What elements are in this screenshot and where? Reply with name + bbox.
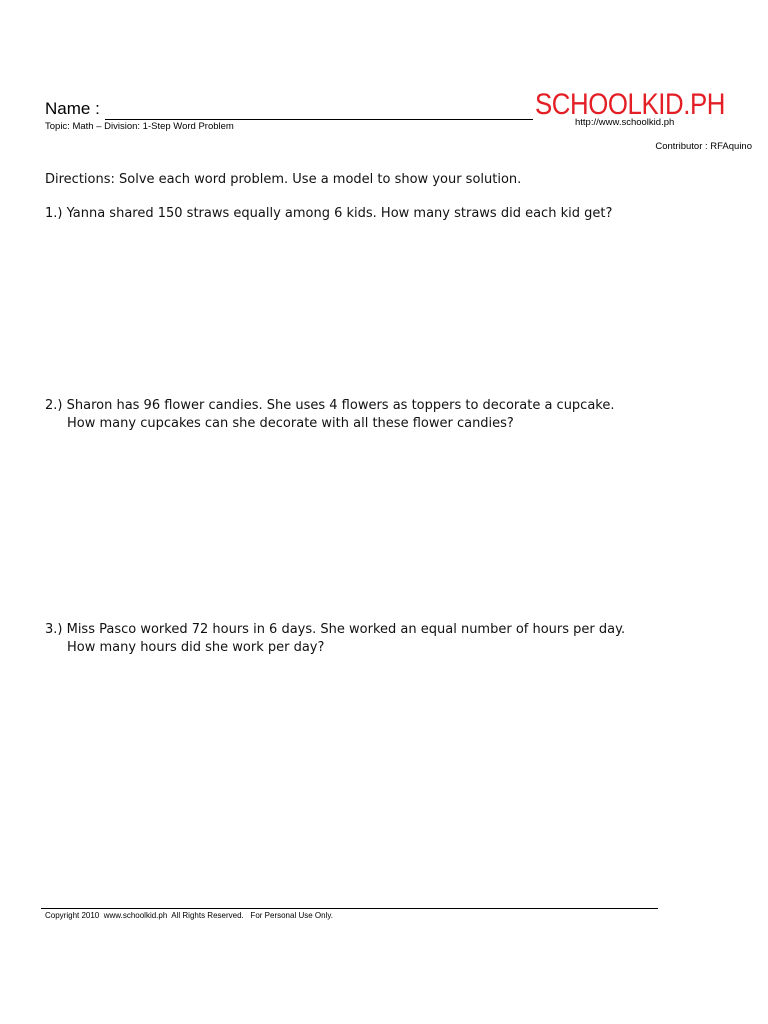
- schoolkid-logo: [535, 86, 727, 118]
- problem-2-question: How many cupcakes can she decorate with all these flower candies?: [67, 416, 514, 431]
- name-field[interactable]: [45, 99, 535, 121]
- contributor-label: Contributor : RFAquino: [655, 141, 752, 152]
- name-underline[interactable]: [105, 119, 533, 120]
- problem-2: [45, 397, 615, 433]
- problem-1: [45, 205, 612, 223]
- problem-3-question: How many hours did she work per day?: [67, 640, 325, 655]
- problem-3-text: 3.) Miss Pasco worked 72 hours in 6 days. She worked an equal number of hours per day.: [45, 622, 626, 637]
- site-url: http://www.schoolkid.ph: [575, 117, 675, 128]
- copyright-footer: Copyright 2010 www.schoolkid.ph All Rights Reserved. For Personal Use Only.: [45, 911, 333, 920]
- name-label: Name :: [45, 99, 100, 118]
- directions-text: Directions: Solve each word problem. Use a model to show your solution.: [45, 172, 522, 187]
- footer-divider: [41, 908, 658, 909]
- problem-3: [45, 621, 625, 657]
- problem-1-text: 1.) Yanna shared 150 straws equally among 6 kids. How many straws did each kid get?: [45, 206, 613, 221]
- logo-text: SCHOOLKID.PH: [535, 88, 725, 118]
- problem-2-text: 2.) Sharon has 96 flower candies. She uses 4 flowers as toppers to decorate a cupcake.: [45, 398, 615, 413]
- topic-label: Topic: Math – Division: 1-Step Word Problem: [45, 121, 234, 132]
